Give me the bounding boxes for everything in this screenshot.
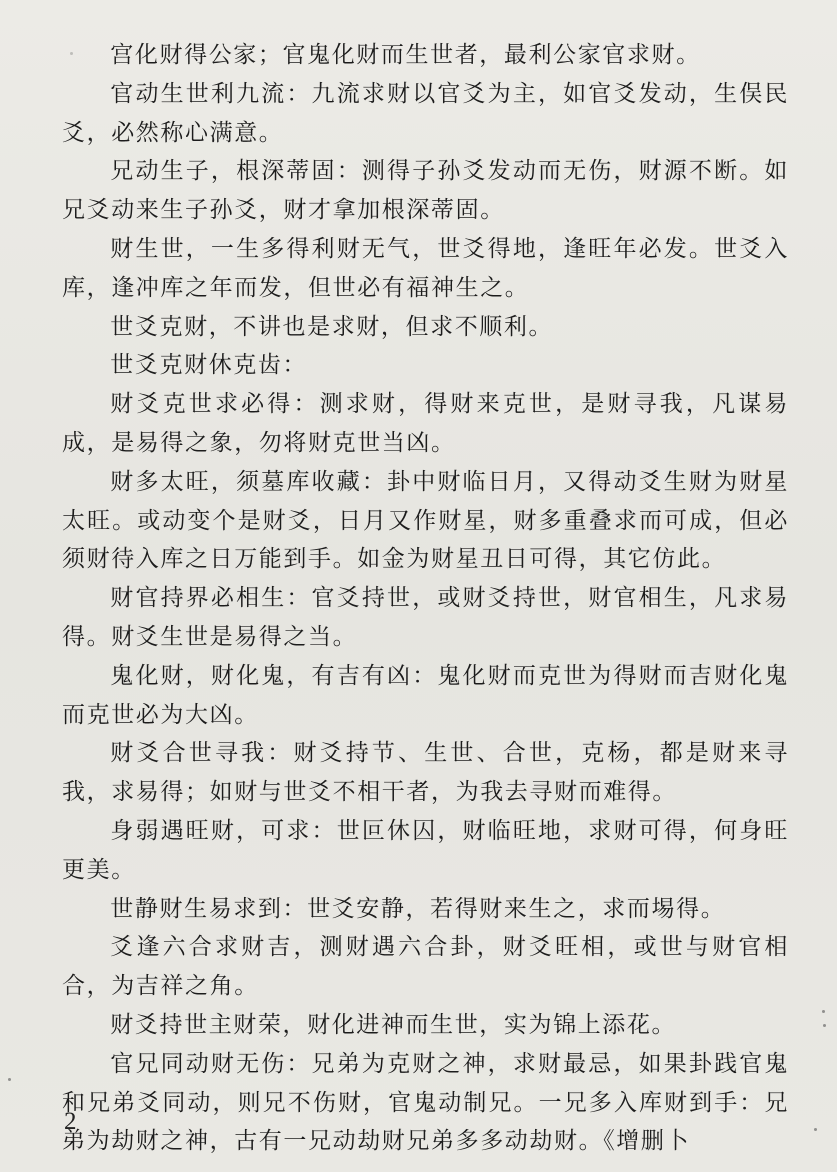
paragraph: 财官持界必相生：官爻持世，或财爻持世，财官相生，凡求易得。财爻生世是易得之当。 bbox=[62, 585, 789, 650]
paragraph: 世爻克财休克齿： bbox=[110, 352, 308, 379]
scan-speck bbox=[814, 1128, 817, 1131]
paragraph: 财爻持世主财荣，财化进神而生世，实为锦上添花。 bbox=[110, 1011, 677, 1038]
paragraph: 世爻克财，不讲也是求财，但求不顺利。 bbox=[110, 313, 554, 340]
paragraph: 世静财生易求到：世爻安静，若得财来生之，求而埸得。 bbox=[110, 895, 726, 922]
scan-speck bbox=[823, 1024, 826, 1027]
paragraph: 财爻合世寻我：财爻持节、生世、合世，克杨，都是财来寻我，求易得；如财与世爻不相干者，为我去寻财而难得。 bbox=[62, 740, 789, 806]
paragraph: 身弱遇旺财，可求：世叵休囚，财临旺地，求财可得，何身旺更美。 bbox=[62, 817, 789, 883]
paragraph: 财多太旺，须墓库收藏：卦中财临日月，又得动爻生财为财星太旺。或动变个是财爻，日月又作财星，财多重叠求而可成，但必须财待入库之日万能到手。如金为财星丑日可得，其它仿此。 bbox=[62, 468, 789, 573]
paragraph: 财生世，一生多得利财无气，世爻得地，逢旺年必发。世爻入库，逢冲库之年而发，但世必有福神生之。 bbox=[62, 235, 789, 301]
scan-speck bbox=[70, 52, 73, 55]
scan-speck bbox=[8, 1078, 11, 1081]
paragraph: 爻逢六合求财吉，测财遇六合卦，财爻旺相，或世与财官相合，为吉祥之角。 bbox=[62, 934, 789, 1000]
paragraph: 宫化财得公家；官鬼化财而生世者，最利公家官求财。 bbox=[110, 42, 701, 68]
body-text bbox=[62, 36, 789, 1161]
page-number: 2 bbox=[64, 1108, 77, 1135]
paragraph: 财爻克世求必得：测求财，得财来克世，是财寻我，凡谋易成，是易得之象，勿将财克世当凶。 bbox=[62, 391, 789, 456]
paragraph: 官兄同动财无伤：兄弟为克财之神，求财最忌，如果卦践官鬼和兄弟爻同动，则兄不伤财，官鬼动制兄。一兄多入库财到手：兄弟为劫财之神，古有一兄动劫财兄弟多多动劫财。《增删卜 bbox=[62, 1050, 789, 1155]
paragraph: 兄动生子，根深蒂固：测得子孙爻发动而无伤，财源不断。如兄爻动来生子孙爻，财才拿加根深蒂固。 bbox=[62, 158, 789, 224]
paragraph: 鬼化财，财化鬼，有吉有凶：鬼化财而克世为得财而吉财化鬼而克世必为大凶。 bbox=[62, 662, 789, 728]
paragraph: 官动生世利九流：九流求财以官爻为主，如官爻发动，生俣民爻，必然称心满意。 bbox=[62, 80, 789, 146]
scan-speck bbox=[822, 1010, 825, 1013]
